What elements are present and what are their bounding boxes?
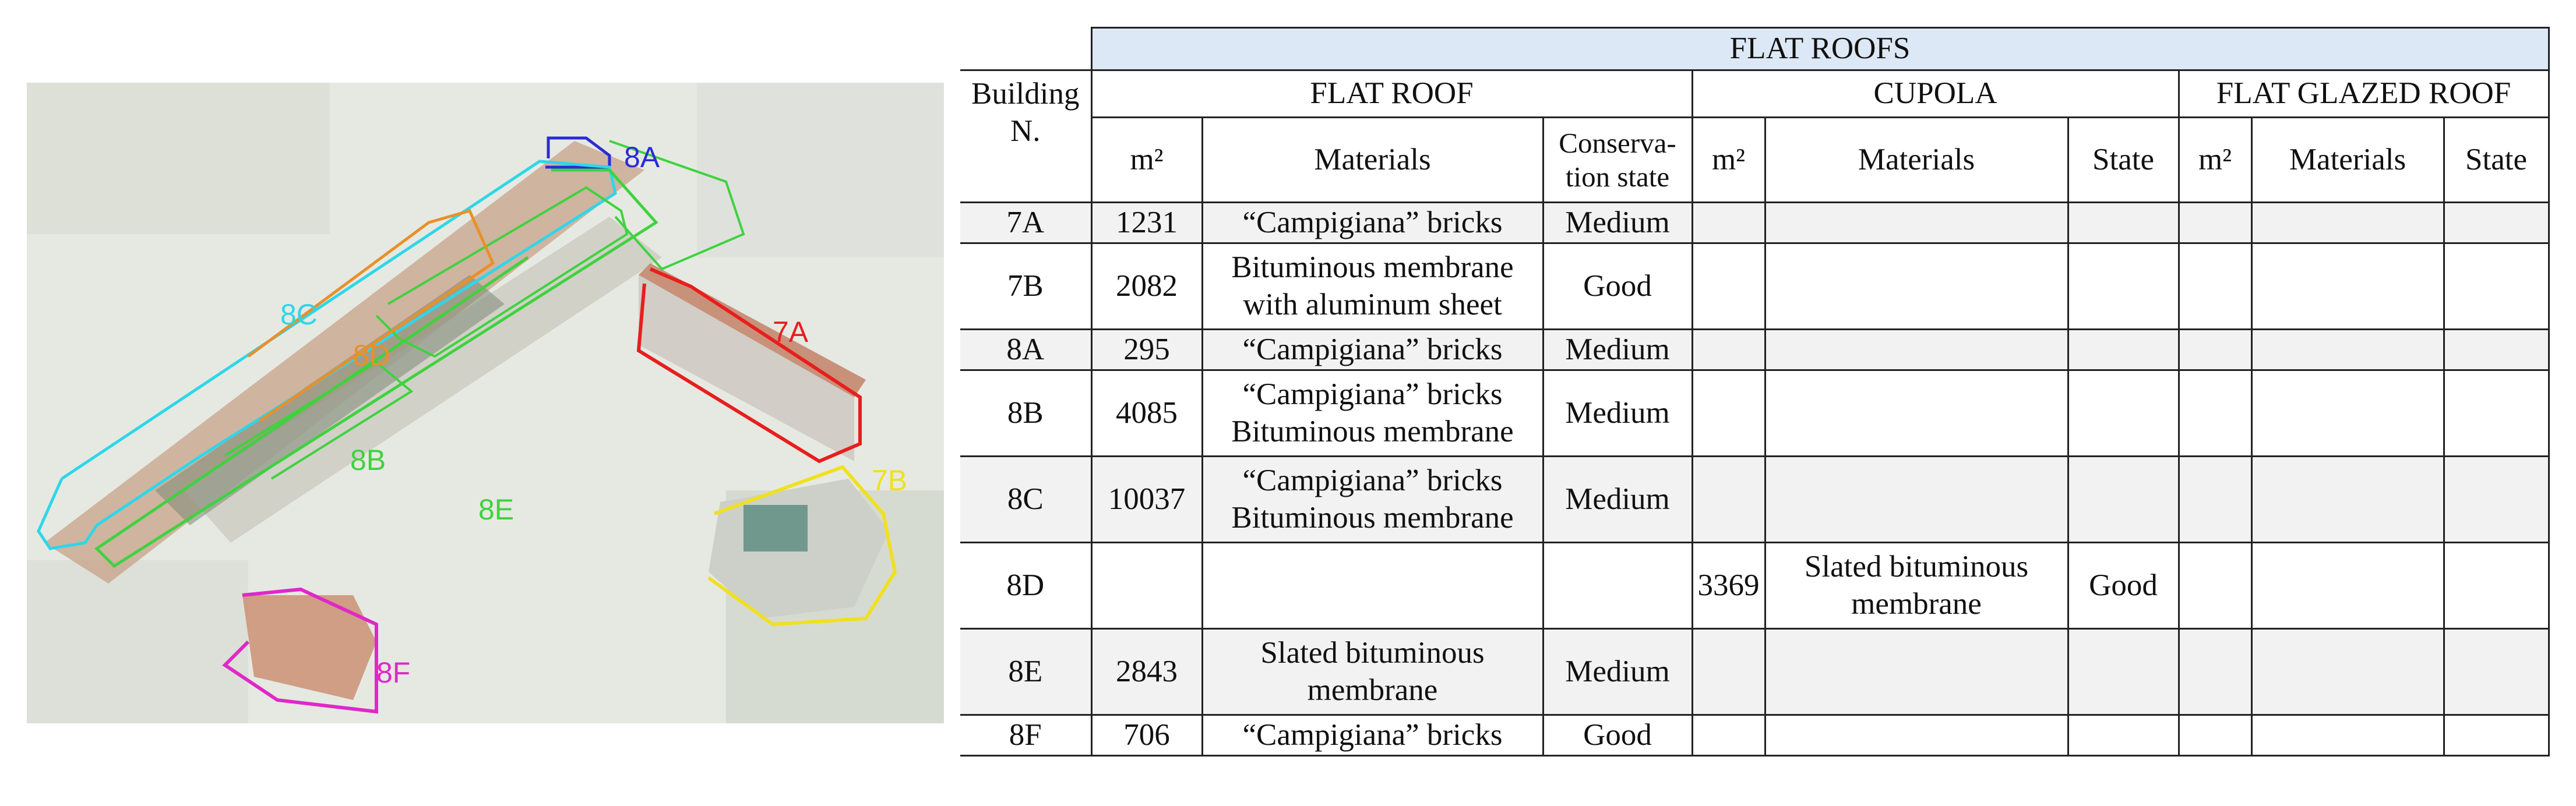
cupola-m2-cell xyxy=(1692,629,1765,715)
label-7a: 7A xyxy=(773,316,809,348)
cupola-state-cell xyxy=(2068,629,2179,715)
building-number-cell: 8C xyxy=(960,457,1091,543)
table-row xyxy=(960,629,2549,715)
flat-roof-materials-cell: “Campigiana” bricks Bituminous membrane xyxy=(1202,457,1543,543)
flat-roof-materials-cell xyxy=(1202,543,1543,629)
table-row xyxy=(960,243,2549,330)
flat-roof-materials-cell: “Campigiana” bricks xyxy=(1202,330,1543,370)
building-7b-skylight xyxy=(743,505,808,552)
glazed-roof-state-cell xyxy=(2444,543,2549,629)
building-number-cell: 7A xyxy=(960,203,1091,243)
cupola-materials-cell xyxy=(1765,457,2068,543)
glazed-roof-m2-cell xyxy=(2179,543,2251,629)
glazed-roof-materials-cell xyxy=(2251,629,2444,715)
cupola-materials-cell xyxy=(1765,370,2068,457)
flat-roof-materials-cell: Slated bituminous membrane xyxy=(1202,629,1543,715)
glazed-roof-m2-cell xyxy=(2179,203,2251,243)
table-row xyxy=(960,203,2549,243)
cupola-m2-cell xyxy=(1692,457,1765,543)
glazed-roof-state-header: State xyxy=(2444,118,2549,203)
label-8c: 8C xyxy=(280,298,318,331)
glazed-roof-m2-header: m² xyxy=(2179,118,2251,203)
cupola-materials-cell xyxy=(1765,330,2068,370)
cupola-m2-cell xyxy=(1692,370,1765,457)
table-row xyxy=(960,457,2549,543)
glazed-roof-state-cell xyxy=(2444,715,2549,756)
cupola-materials-cell xyxy=(1765,203,2068,243)
cupola-m2-header: m² xyxy=(1692,118,1765,203)
glazed-roof-state-cell xyxy=(2444,629,2549,715)
table-title: FLAT ROOFS xyxy=(1091,28,2549,70)
cupola-state-cell: Good xyxy=(2068,543,2179,629)
label-8d: 8D xyxy=(353,339,390,372)
label-8a: 8A xyxy=(624,141,660,174)
flat-roofs-table xyxy=(960,27,2550,756)
flat-roof-materials-header: Materials xyxy=(1202,118,1543,203)
table-row xyxy=(960,715,2549,756)
flat-roof-group-header: FLAT ROOF xyxy=(1091,70,1692,118)
glazed-roof-materials-cell xyxy=(2251,243,2444,330)
label-8b: 8B xyxy=(350,444,386,476)
aerial-site-figure xyxy=(27,83,944,723)
building-number-cell: 8E xyxy=(960,629,1091,715)
glazed-roof-m2-cell xyxy=(2179,629,2251,715)
table-corner xyxy=(960,28,1091,70)
glazed-roof-m2-cell xyxy=(2179,330,2251,370)
glazed-roof-materials-cell xyxy=(2251,715,2444,756)
cupola-state-cell xyxy=(2068,243,2179,330)
flat-roof-materials-cell: Bituminous membrane with aluminum sheet xyxy=(1202,243,1543,330)
flat-roof-state-cell: Medium xyxy=(1543,457,1692,543)
glazed-roof-m2-cell xyxy=(2179,243,2251,330)
building-number-cell: 8D xyxy=(960,543,1091,629)
cupola-m2-cell xyxy=(1692,715,1765,756)
flat-roof-m2-cell: 295 xyxy=(1091,330,1202,370)
flat-roof-state-cell: Good xyxy=(1543,243,1692,330)
flat-roof-materials-cell: “Campigiana” bricks xyxy=(1202,715,1543,756)
building-number-header: Building N. xyxy=(960,70,1091,203)
glazed-roof-materials-cell xyxy=(2251,330,2444,370)
flat-roof-state-cell xyxy=(1543,543,1692,629)
cupola-m2-cell xyxy=(1692,243,1765,330)
flat-glazed-roof-group-header: FLAT GLAZED ROOF xyxy=(2179,70,2549,118)
glazed-roof-materials-header: Materials xyxy=(2251,118,2444,203)
cupola-group-header: CUPOLA xyxy=(1692,70,2179,118)
glazed-roof-materials-cell xyxy=(2251,543,2444,629)
glazed-roof-state-cell xyxy=(2444,370,2549,457)
cupola-materials-cell xyxy=(1765,243,2068,330)
flat-roof-state-cell: Medium xyxy=(1543,330,1692,370)
cupola-state-cell xyxy=(2068,330,2179,370)
glazed-roof-state-cell xyxy=(2444,243,2549,330)
flat-roof-state-cell: Medium xyxy=(1543,629,1692,715)
flat-roof-state-cell: Medium xyxy=(1543,203,1692,243)
glazed-roof-state-cell xyxy=(2444,330,2549,370)
cupola-materials-header: Materials xyxy=(1765,118,2068,203)
flat-roof-m2-cell: 10037 xyxy=(1091,457,1202,543)
flat-roof-conservation-state-header: Conserva-tion state xyxy=(1543,118,1692,203)
flat-roof-m2-cell: 2082 xyxy=(1091,243,1202,330)
cupola-state-cell xyxy=(2068,370,2179,457)
glazed-roof-state-cell xyxy=(2444,203,2549,243)
building-number-cell: 7B xyxy=(960,243,1091,330)
flat-roof-state-cell: Medium xyxy=(1543,370,1692,457)
table-row xyxy=(960,370,2549,457)
glazed-roof-materials-cell xyxy=(2251,370,2444,457)
flat-roof-materials-cell: “Campigiana” bricks Bituminous membrane xyxy=(1202,370,1543,457)
label-8f: 8F xyxy=(376,656,411,689)
flat-roof-state-cell: Good xyxy=(1543,715,1692,756)
flat-roof-m2-cell: 706 xyxy=(1091,715,1202,756)
cupola-state-cell xyxy=(2068,457,2179,543)
building-number-cell: 8F xyxy=(960,715,1091,756)
flat-roof-m2-header: m² xyxy=(1091,118,1202,203)
label-7b: 7B xyxy=(872,464,908,497)
glazed-roof-m2-cell xyxy=(2179,715,2251,756)
flat-roof-materials-cell: “Campigiana” bricks xyxy=(1202,203,1543,243)
building-number-cell: 8B xyxy=(960,370,1091,457)
flat-roof-m2-cell xyxy=(1091,543,1202,629)
label-8e: 8E xyxy=(478,493,515,526)
cupola-state-cell xyxy=(2068,715,2179,756)
table-row xyxy=(960,543,2549,629)
aerial-site-drawing xyxy=(27,83,944,723)
cupola-m2-cell xyxy=(1692,330,1765,370)
cupola-m2-cell: 3369 xyxy=(1692,543,1765,629)
cupola-materials-cell xyxy=(1765,715,2068,756)
glazed-roof-m2-cell xyxy=(2179,370,2251,457)
flat-roof-m2-cell: 2843 xyxy=(1091,629,1202,715)
cupola-materials-cell xyxy=(1765,629,2068,715)
cupola-state-cell xyxy=(2068,203,2179,243)
glazed-roof-materials-cell xyxy=(2251,457,2444,543)
building-number-cell: 8A xyxy=(960,330,1091,370)
cupola-state-header: State xyxy=(2068,118,2179,203)
flat-roof-m2-cell: 1231 xyxy=(1091,203,1202,243)
table-row xyxy=(960,330,2549,370)
flat-roof-m2-cell: 4085 xyxy=(1091,370,1202,457)
glazed-roof-materials-cell xyxy=(2251,203,2444,243)
glazed-roof-state-cell xyxy=(2444,457,2549,543)
cupola-materials-cell: Slated bituminous membrane xyxy=(1765,543,2068,629)
cupola-m2-cell xyxy=(1692,203,1765,243)
glazed-roof-m2-cell xyxy=(2179,457,2251,543)
